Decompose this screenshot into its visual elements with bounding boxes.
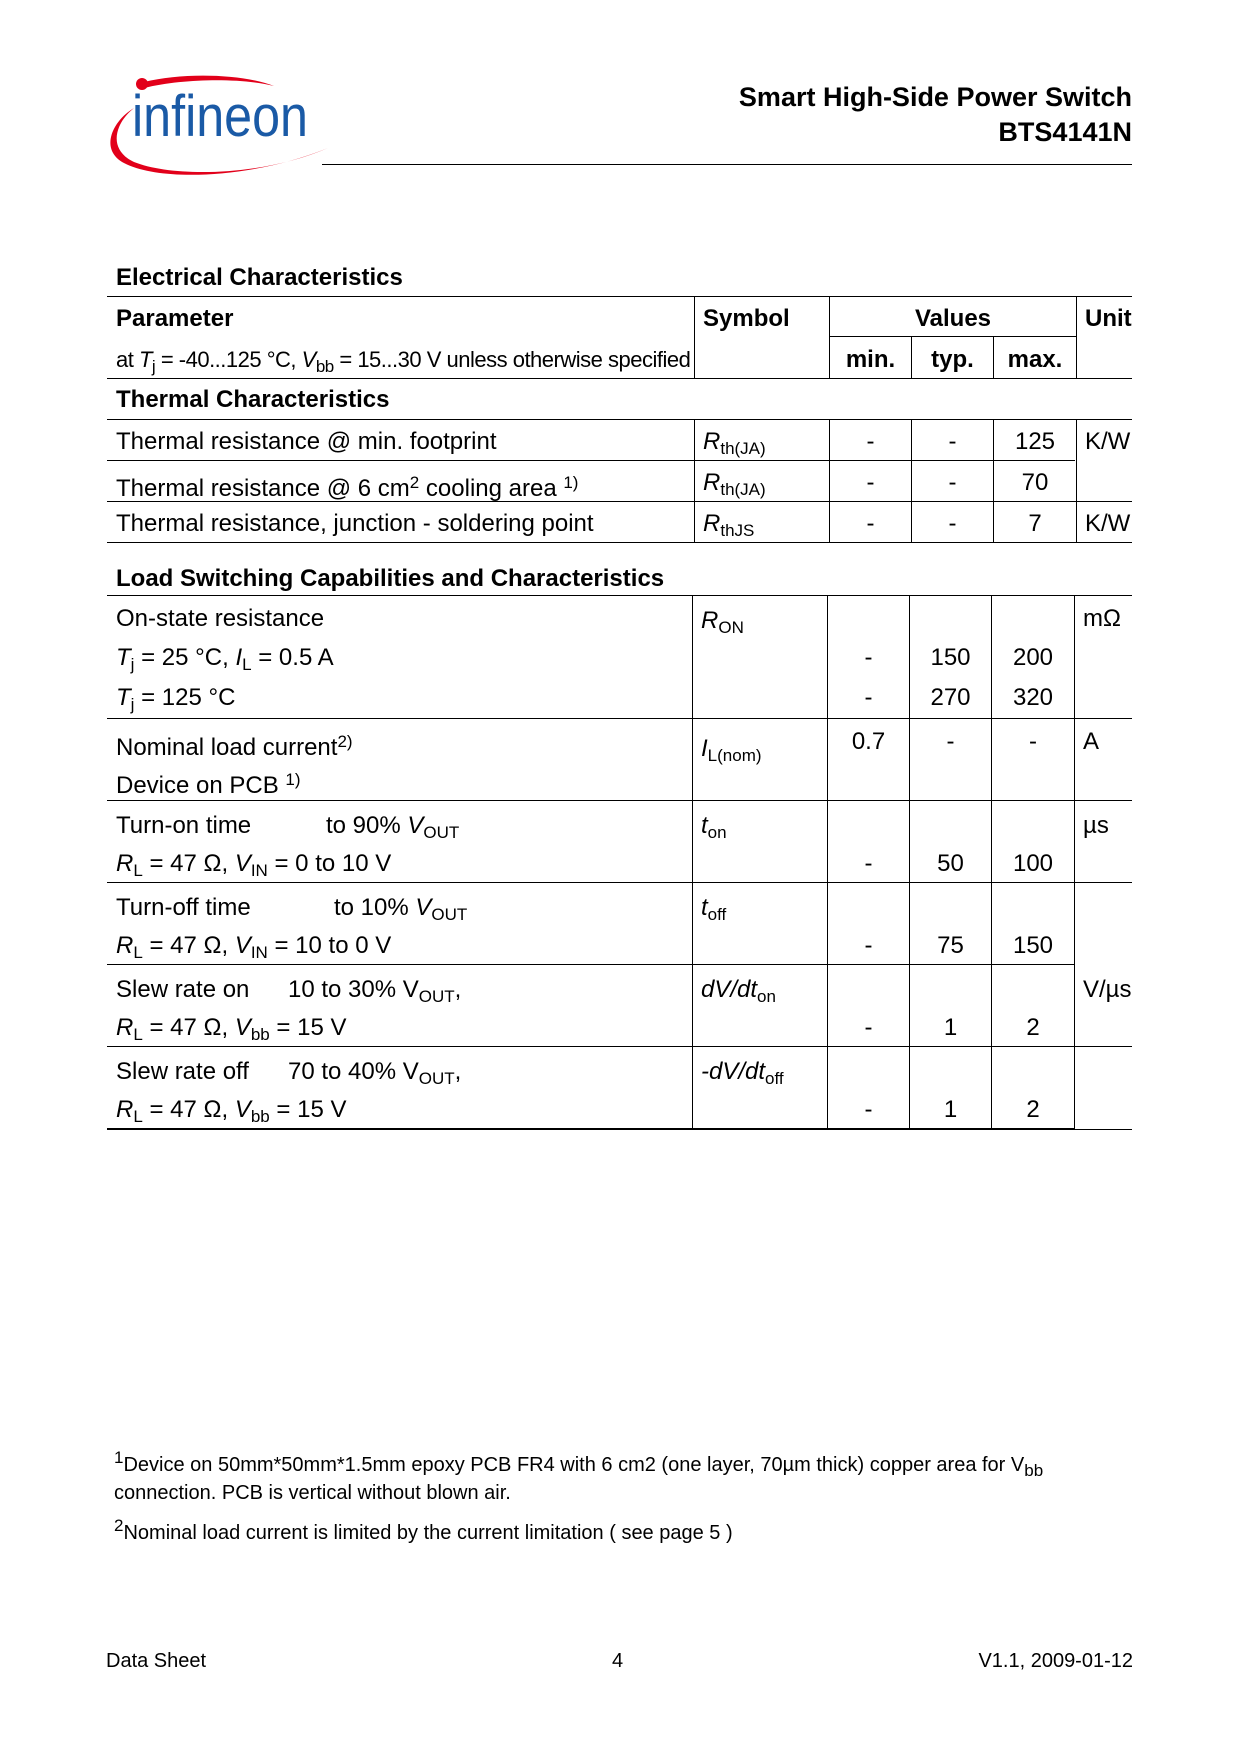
svg-text:infineon: infineon xyxy=(132,84,308,149)
section-thermal-title: Thermal Characteristics xyxy=(116,386,390,413)
value-min: - xyxy=(866,469,875,496)
symbol-text: $dV/dt_{on}$ xyxy=(701,976,776,1006)
unit-text: mΩ xyxy=(1083,605,1121,632)
value-min: - xyxy=(864,850,873,877)
condition-text: to 10% $V_{OUT}$ xyxy=(334,894,468,924)
value-min: - xyxy=(864,644,873,671)
condition-text: to 90% $V_{OUT}$ xyxy=(326,812,460,842)
value-max: 150 xyxy=(1012,932,1054,959)
unit-text: µs xyxy=(1083,812,1109,839)
value-min: - xyxy=(866,510,875,537)
unit-text: A xyxy=(1083,728,1100,755)
footnote-1-continued: connection. PCB is vertical without blown air. xyxy=(114,1482,511,1504)
value-max: 70 xyxy=(1021,469,1049,496)
symbol-text: $I_{L(nom)}$ xyxy=(701,735,762,765)
symbol-text: $R_{th(JA)}$ xyxy=(703,428,766,458)
value-typ: 1 xyxy=(943,1014,958,1041)
value-typ: - xyxy=(948,510,957,537)
param-text: Thermal resistance @ min. footprint xyxy=(116,428,497,455)
product-title: Smart High-Side Power Switch xyxy=(738,82,1132,112)
param-text: Turn-on time xyxy=(116,812,252,839)
symbol-text: $R_{ON}$ xyxy=(701,607,744,637)
condition-text: 70 to 40% $V_{OUT}$, xyxy=(288,1058,462,1088)
footnote-2: $^2$Nominal load current is limited by the current limitation ( see page 5 ) xyxy=(114,1516,733,1544)
condition-text: $T_j = 25$ °C, $I_L = 0.5$ A xyxy=(116,644,334,674)
symbol-text: $t_{on}$ xyxy=(701,812,727,842)
symbol-text: $R_{thJS}$ xyxy=(703,510,755,540)
unit-text: K/W xyxy=(1085,428,1131,455)
value-typ: - xyxy=(948,428,957,455)
param-text: Thermal resistance @ 6 $cm^2$ cooling area $^{1)}$ xyxy=(116,473,579,502)
value-max: 2 xyxy=(1026,1014,1040,1041)
param-text: Slew rate on xyxy=(116,976,250,1003)
param-text: Slew rate off xyxy=(116,1058,249,1085)
condition-text: $R_L = 47$ Ω, $V_{IN} = 0$ to 10 V xyxy=(116,850,392,880)
test-conditions-note: at $T_j = -40...125$ °C, $V_{bb} = 15...30$ V unless otherwise specified xyxy=(116,347,691,376)
value-max: 100 xyxy=(1012,850,1054,877)
condition-text: $R_L = 47$ Ω, $V_{bb} = 15$ V xyxy=(116,1014,347,1044)
condition-text: 10 to 30% $V_{OUT}$, xyxy=(288,976,462,1006)
footer-page-number: 4 xyxy=(612,1650,624,1672)
col-parameter-header: Parameter xyxy=(116,305,234,332)
value-typ: 150 xyxy=(930,644,971,671)
value-max: 125 xyxy=(1014,428,1056,455)
param-text: Turn-off time xyxy=(116,894,251,921)
condition-text: $R_L = 47$ Ω, $V_{bb} = 15$ V xyxy=(116,1096,347,1126)
param-text: Nominal load current$^{2)}$ xyxy=(116,732,353,761)
value-typ: 1 xyxy=(943,1096,958,1123)
part-number: BTS4141N xyxy=(998,117,1132,147)
value-min: - xyxy=(864,932,873,959)
value-typ: 270 xyxy=(930,684,971,711)
value-typ: 50 xyxy=(937,850,964,877)
condition-text: $T_j = 125$ °C xyxy=(116,684,236,714)
unit-text: V/µs xyxy=(1083,976,1132,1003)
value-min: - xyxy=(864,1096,873,1123)
condition-text: $R_L = 47$ Ω, $V_{IN} = 10$ to 0 V xyxy=(116,932,392,962)
value-min: 0.7 xyxy=(851,728,886,755)
footer-doc-type: Data Sheet xyxy=(106,1650,207,1672)
col-typ-header: typ. xyxy=(931,346,974,373)
footnote-1: $^1$Device on 50mm*50mm*1.5mm epoxy PCB FR4 with 6 cm2 (one layer, 70µm thick) copper area for $V_{bb}$ xyxy=(114,1448,1044,1480)
col-values-header: Values xyxy=(914,305,992,332)
value-max: 200 xyxy=(1012,644,1054,671)
value-max: - xyxy=(1029,728,1037,755)
col-max-header: max. xyxy=(1007,346,1063,373)
param-text: On-state resistance xyxy=(116,605,325,632)
value-max: 320 xyxy=(1012,684,1054,711)
value-typ: 75 xyxy=(937,932,964,959)
value-typ: - xyxy=(948,469,957,496)
header-rule xyxy=(322,164,1132,165)
symbol-text: $-dV/dt_{off}$ xyxy=(701,1058,784,1088)
condition-text: Device on PCB $^{1)}$ xyxy=(116,770,301,799)
symbol-text: $R_{th(JA)}$ xyxy=(703,469,766,499)
col-min-header: min. xyxy=(845,346,896,373)
col-symbol-header: Symbol xyxy=(703,305,790,332)
value-min: - xyxy=(864,1014,873,1041)
symbol-text: $t_{off}$ xyxy=(701,894,727,924)
value-min: - xyxy=(866,428,875,455)
unit-text: K/W xyxy=(1085,510,1131,537)
param-text: Thermal resistance, junction - soldering point xyxy=(116,510,594,537)
value-min: - xyxy=(864,684,873,711)
footer-version: V1.1, 2009-01-12 xyxy=(978,1650,1133,1672)
infineon-logo xyxy=(104,66,334,178)
value-typ: - xyxy=(946,728,955,755)
document-header xyxy=(739,80,1132,150)
section-electrical-title: Electrical Characteristics xyxy=(116,264,403,291)
value-max: 7 xyxy=(1028,510,1042,537)
section-load-title: Load Switching Capabilities and Characteristics xyxy=(116,565,665,592)
col-unit-header: Unit xyxy=(1085,305,1132,332)
value-max: 2 xyxy=(1026,1096,1040,1123)
